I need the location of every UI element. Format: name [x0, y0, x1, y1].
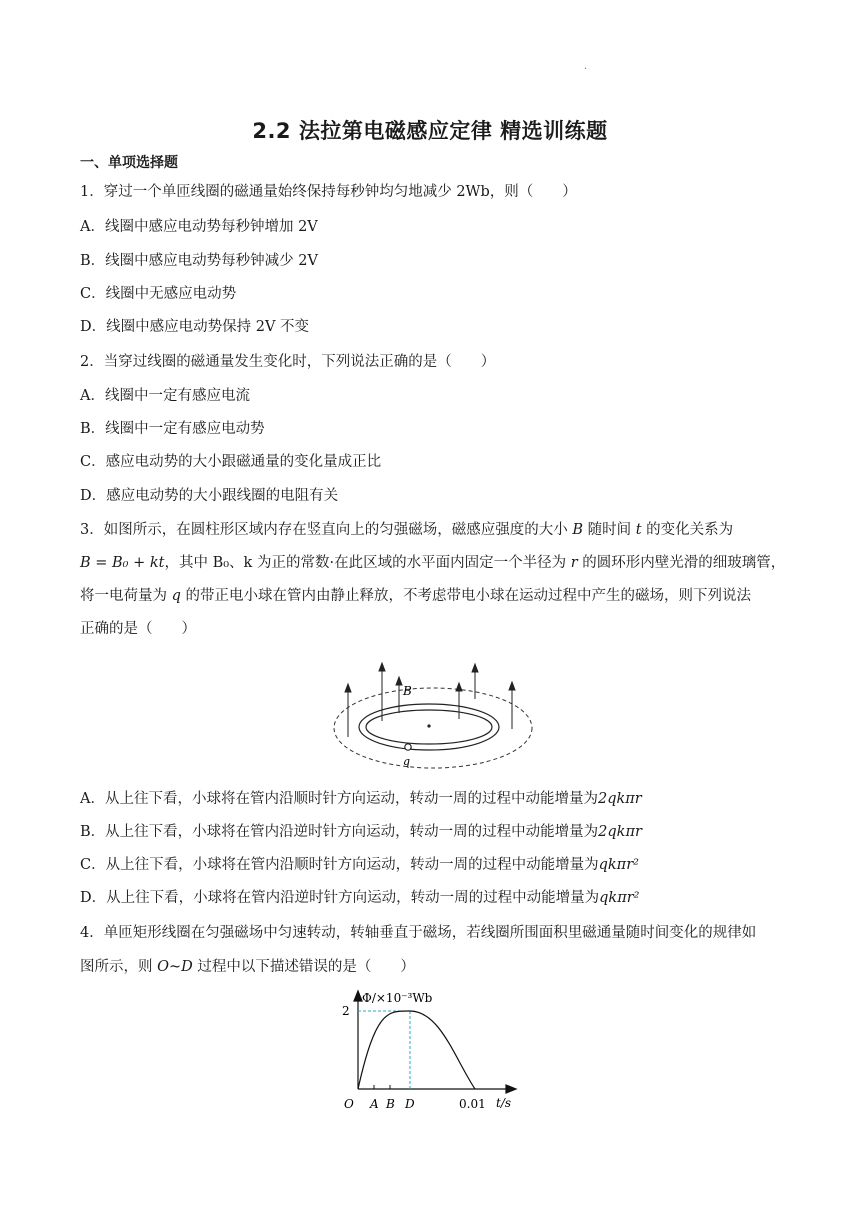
q1-option-d: D．线圈中感应电动势保持 2V 不变 — [80, 319, 310, 335]
charged-ball — [405, 744, 411, 750]
q4-line-2: 图所示，则 O~D 过程中以下描述错误的是（ ） — [80, 959, 415, 975]
q1-stem: 1．穿过一个单匝线圈的磁通量始终保持每秒钟均匀地减少 2Wb，则（ ） — [80, 184, 577, 200]
field-region-boundary — [334, 688, 532, 768]
field-label-b: B — [403, 684, 412, 698]
x-tick-0-01: 0.01 — [459, 1097, 486, 1111]
q2-option-a: A．线圈中一定有感应电流 — [80, 388, 250, 404]
q1-option-a: A．线圈中感应电动势每秒钟增加 2V — [80, 219, 318, 235]
q3-line-4: 正确的是（ ） — [80, 621, 196, 637]
q4-line-1: 4．单匝矩形线圈在匀强磁场中匀速转动，转轴垂直于磁场，若线圈所围面积里磁通量随时间变化的规律如 — [80, 925, 757, 941]
q3-line-2: B = B₀ + kt，其中 B₀、k 为正的常数·在此区域的水平面内固定一个半径为 r 的圆环形内壁光滑的细玻璃管， — [80, 555, 786, 571]
x-tick-b: B — [386, 1097, 395, 1111]
page-title: 2.2 法拉第电磁感应定律 精选训练题 — [252, 119, 608, 143]
q3-option-b: B．从上往下看，小球将在管内沿逆时针方向运动，转动一周的过程中动能增量为2qkπr — [80, 824, 642, 840]
q3-line-3: 将一电荷量为 q 的带正电小球在管内由静止释放，不考虑带电小球在运动过程中产生的磁场，则下列说法 — [80, 588, 752, 604]
q1-option-c: C．线圈中无感应电动势 — [80, 286, 237, 302]
q3-option-c: C．从上往下看，小球将在管内沿顺时针方向运动，转动一周的过程中动能增量为qkπr² — [80, 857, 639, 873]
y-axis-label: Φ/×10⁻³Wb — [362, 991, 433, 1005]
x-tick-d: D — [405, 1097, 415, 1111]
q3-option-a: A．从上往下看，小球将在管内沿顺时针方向运动，转动一周的过程中动能增量为2qkπr — [80, 791, 642, 807]
x-tick-o: O — [344, 1097, 354, 1111]
x-tick-a: A — [370, 1097, 379, 1111]
y-axis-arrow — [354, 991, 362, 1001]
q2-option-d: D．感应电动势的大小跟线圈的电阻有关 — [80, 488, 339, 504]
x-axis-label: t/s — [496, 1096, 512, 1110]
q3-line-1: 3．如图所示，在圆柱形区域内存在竖直向上的匀强磁场，磁感应强度的大小 B 随时间 t 的变化关系为 — [80, 522, 734, 538]
q3-formula: B = B₀ + kt — [80, 555, 165, 571]
q2-stem: 2．当穿过线圈的磁通量发生变化时，下列说法正确的是（ ） — [80, 354, 496, 370]
q1-option-b: B．线圈中感应电动势每秒钟减少 2V — [80, 253, 318, 269]
q2-option-c: C．感应电动势的大小跟磁通量的变化量成正比 — [80, 454, 382, 470]
x-axis-arrow — [506, 1085, 516, 1093]
section-heading: 一、单项选择题 — [80, 155, 178, 171]
y-tick-2: 2 — [342, 1004, 350, 1018]
q3-option-d: D．从上往下看，小球将在管内沿逆时针方向运动，转动一周的过程中动能增量为qkπr² — [80, 890, 640, 906]
ring-center — [427, 724, 430, 727]
header-mark: · — [584, 64, 588, 75]
q2-option-b: B．线圈中一定有感应电动势 — [80, 421, 265, 437]
magnetic-field-ring-figure — [330, 655, 540, 773]
flux-time-chart — [320, 985, 525, 1113]
charge-label-q: q — [403, 755, 411, 768]
flux-curve — [358, 1011, 475, 1089]
